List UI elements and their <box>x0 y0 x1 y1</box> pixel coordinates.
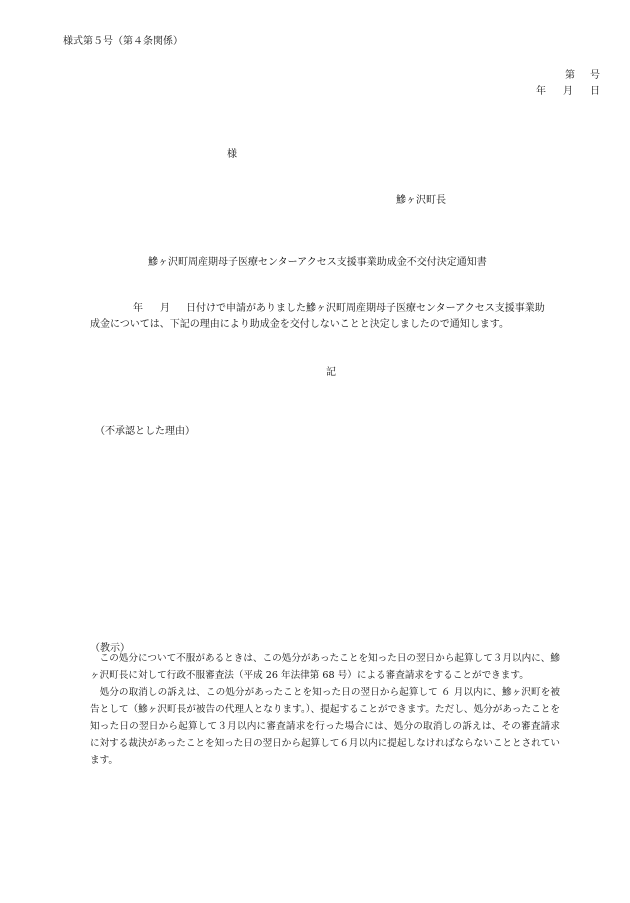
doc-number-go: 号 <box>590 70 600 81</box>
body-month: 月 <box>160 303 170 314</box>
ki-heading: 記 <box>326 367 336 378</box>
sender-name: 鰺ヶ沢町長 <box>396 195 446 206</box>
date-month: 月 <box>563 86 573 97</box>
body-line-2: 成金については、下記の理由により助成金を交付しないことと決定しましたので通知します。 <box>90 319 509 330</box>
body-year: 年 <box>133 303 143 314</box>
instruction-heading: （教示） <box>90 643 130 654</box>
document-title: 鰺ヶ沢町周産期母子医療センターアクセス支援事業助成金不交付決定通知書 <box>148 257 487 268</box>
form-label: 様式第５号（第４条関係） <box>63 36 183 47</box>
reason-label: （不承認とした理由） <box>95 426 195 437</box>
instruction-paragraph-2: 処分の取消しの訴えは、この処分があったことを知った日の翌日から起算して ６ 月以内に、鰺ヶ沢町を被告として（鰺ヶ沢町長が被告の代理人となります。）、提起することができます。ただし、処分があったことを知った日の翌日から起算して３月以内に審査請求を行った場合には、処分の取消しの訴えは、その審査請求に対する裁決があったことを知った日の翌日から起算して６月以内に提起しなければならないこととされています。 <box>90 687 560 766</box>
recipient-suffix: 様 <box>227 149 237 160</box>
doc-number-dai: 第 <box>565 70 575 81</box>
date-day: 日 <box>590 86 600 97</box>
date-year: 年 <box>536 86 546 97</box>
instruction-paragraph-1: この処分について不服があるときは、この処分があったことを知った日の翌日から起算して３月以内に、鰺ヶ沢町長に対して行政不服審査法（平成 26 年法律第 68 号）による審査請求をすることができます。 <box>90 653 560 681</box>
body-line-1: 日付けで申請がありました鰺ヶ沢町周産期母子医療センターアクセス支援事業助 <box>186 303 545 314</box>
